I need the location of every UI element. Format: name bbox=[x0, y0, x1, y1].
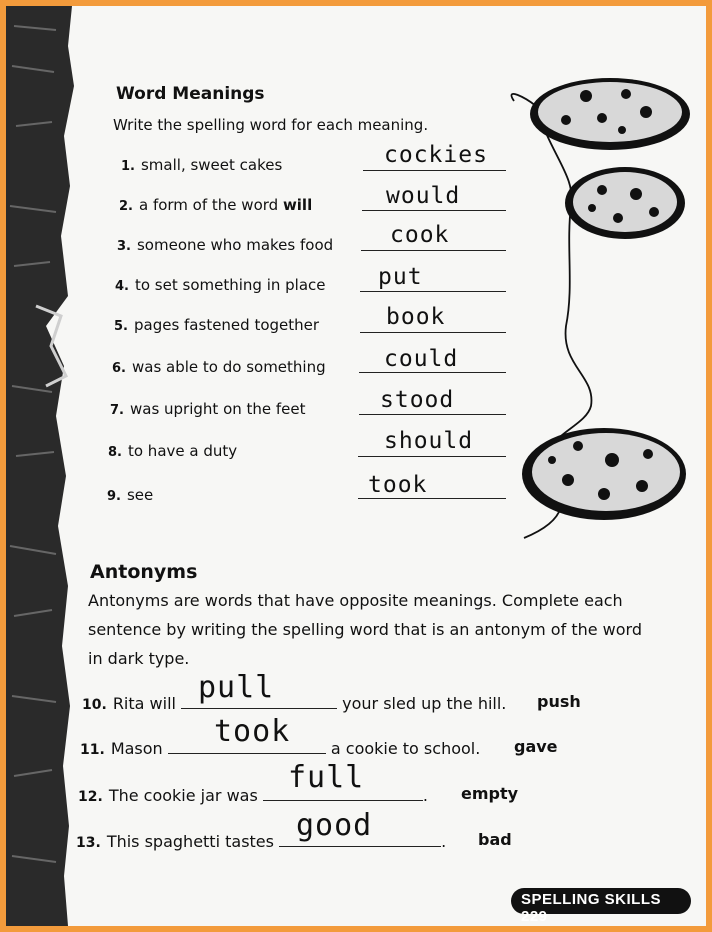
meaning-item-4: 4. to set something in place bbox=[115, 276, 326, 294]
antonyms-instruction: Antonyms are words that have opposite meanings. Complete each sentence by writing the spelling word that is an antonym of the word in dark type. bbox=[88, 591, 642, 668]
answer-line-9 bbox=[358, 498, 506, 499]
word-meanings-heading: Word Meanings bbox=[116, 84, 265, 104]
answer-line-4 bbox=[360, 291, 506, 292]
answer-1[interactable]: cockies bbox=[384, 142, 488, 168]
meaning-item-7: 7. was upright on the feet bbox=[110, 400, 306, 418]
answer-8[interactable]: should bbox=[384, 428, 474, 454]
meaning-item-5: 5. pages fastened together bbox=[114, 316, 320, 334]
antonym-word-13: bad bbox=[478, 830, 512, 849]
antonym-word-11: gave bbox=[514, 737, 558, 756]
antonym-sentence-13: 13. This spaghetti tastes . bbox=[76, 832, 447, 851]
meaning-item-3: 3. someone who makes food bbox=[117, 236, 334, 254]
answer-4[interactable]: put bbox=[378, 264, 423, 290]
answer-7[interactable]: stood bbox=[380, 387, 455, 413]
cookie-bottom-image bbox=[518, 424, 690, 524]
answer-5[interactable]: book bbox=[386, 304, 446, 330]
answer-2[interactable]: would bbox=[386, 183, 461, 209]
antonyms-heading: Antonyms bbox=[90, 561, 198, 583]
answer-12[interactable]: full bbox=[288, 760, 365, 795]
answer-line-5 bbox=[360, 332, 506, 333]
word-meanings-instruction: Write the spelling word for each meaning. bbox=[113, 116, 429, 134]
antonym-sentence-11: 11. Mason a cookie to school. bbox=[80, 739, 481, 758]
answer-9[interactable]: took bbox=[368, 472, 428, 498]
answer-line-3 bbox=[361, 250, 506, 251]
meaning-item-9: 9. see bbox=[107, 486, 154, 504]
answer-11[interactable]: took bbox=[214, 714, 291, 749]
answer-6[interactable]: could bbox=[384, 346, 459, 372]
answer-line-8 bbox=[358, 456, 506, 457]
page-footer-badge bbox=[511, 888, 691, 925]
answer-13[interactable]: good bbox=[296, 808, 373, 843]
answer-line-7 bbox=[359, 414, 506, 415]
antonym-sentence-10: 10. Rita will your sled up the hill. bbox=[82, 694, 507, 713]
cookie-middle-image bbox=[562, 164, 688, 242]
answer-line-6 bbox=[359, 372, 506, 373]
answer-line-1 bbox=[363, 170, 506, 171]
answer-line-2 bbox=[362, 210, 506, 211]
antonym-word-10: push bbox=[537, 692, 581, 711]
footer-label: SPELLING SKILLS 229 bbox=[521, 891, 662, 925]
cookie-top-image bbox=[526, 74, 694, 154]
answer-10[interactable]: pull bbox=[198, 670, 275, 705]
antonym-word-12: empty bbox=[461, 784, 519, 803]
meaning-item-2: 2. a form of the word will bbox=[119, 196, 313, 214]
answer-3[interactable]: cook bbox=[390, 222, 450, 248]
meaning-item-6: 6. was able to do something bbox=[112, 358, 326, 376]
meaning-item-8: 8. to have a duty bbox=[108, 442, 238, 460]
antonym-sentence-12: 12. The cookie jar was . bbox=[78, 786, 428, 805]
meaning-item-1: 1. small, sweet cakes bbox=[121, 156, 283, 174]
worksheet-page bbox=[6, 6, 706, 926]
